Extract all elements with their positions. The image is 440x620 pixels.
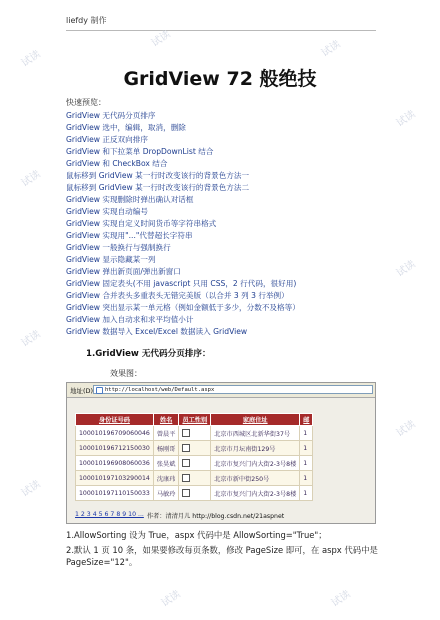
section-heading: 1.GridView 无代码分页排序：	[86, 349, 211, 359]
cell-id: 100010197103290014	[76, 471, 154, 486]
browser-screenshot	[66, 382, 376, 524]
grid-header-name[interactable]: 姓名	[153, 414, 179, 426]
watermark: 试读	[394, 258, 418, 280]
cell-postcode: 1	[300, 441, 313, 456]
cell-name: 曾晨平	[153, 426, 179, 441]
cell-address: 北京市复兴门内大街2-3号8楼	[211, 456, 300, 471]
cell-postcode: 1	[300, 486, 313, 501]
cell-name: 沈康玮	[153, 471, 179, 486]
grid-pager[interactable]: 1 2 3 4 5 6 7 8 9 10 ...	[75, 511, 144, 518]
grid-table	[75, 413, 313, 501]
watermark: 试读	[159, 588, 183, 610]
cell-gender	[179, 456, 211, 471]
watermark: 试读	[149, 28, 173, 50]
cell-address: 北京市月坛南街129号	[211, 441, 300, 456]
header-rule	[66, 30, 376, 31]
watermark: 试读	[394, 108, 418, 130]
grid-header-postcode[interactable]: 邮	[300, 414, 313, 426]
gender-checkbox[interactable]	[182, 459, 190, 467]
cell-address: 北京市复兴门内大街2-3号8楼	[211, 486, 300, 501]
toc-item[interactable]: 鼠标移到 GridView 某一行时改变该行的背景色方法二	[66, 183, 250, 192]
cell-id: 100010197110150033	[76, 486, 154, 501]
note-sorting: 1.AllowSorting 设为 True，aspx 代码中是 AllowSorting="True"；	[66, 530, 327, 540]
cell-name: 张昊斌	[153, 456, 179, 471]
cell-name: 马敏玲	[153, 486, 179, 501]
watermark: 试读	[394, 418, 418, 440]
table-row	[76, 426, 313, 441]
toc-item[interactable]: GridView 固定表头(不用 javascript 只用 CSS，2 行代码，很好用)	[66, 279, 297, 288]
watermark: 试读	[19, 168, 43, 190]
cell-gender	[179, 426, 211, 441]
toc-item[interactable]: GridView 正反双向排序	[66, 135, 148, 144]
toc-item[interactable]: GridView 实现用"..."代替超长字符串	[66, 231, 193, 240]
address-label: 地址(D)	[70, 387, 94, 395]
watermark: 试读	[319, 38, 343, 60]
cell-postcode: 1	[300, 426, 313, 441]
page-icon	[96, 387, 103, 394]
toc-item[interactable]: GridView 加入自动求和求平均值小计	[66, 315, 194, 324]
address-bar	[67, 383, 375, 398]
grid-header-row	[76, 414, 313, 426]
cell-name: 杨刚哥	[153, 441, 179, 456]
effect-label: 效果图：	[110, 369, 142, 378]
toc-item[interactable]: GridView 显示隐藏某一列	[66, 255, 156, 264]
toc-item[interactable]: GridView 选中，编辑，取消，删除	[66, 123, 186, 132]
cell-postcode: 1	[300, 456, 313, 471]
header-author: liefdy 制作	[66, 16, 107, 25]
toc-item[interactable]: GridView 实现自动编号	[66, 207, 148, 216]
preview-label: 快速预览：	[66, 98, 106, 107]
cell-gender	[179, 441, 211, 456]
toc-item[interactable]: GridView 突出显示某一单元格（例如金额低于多少，分数不及格等）	[66, 303, 300, 312]
toc-item[interactable]: GridView 一般换行与强制换行	[66, 243, 171, 252]
grid-header-address[interactable]: 家庭住址	[211, 414, 300, 426]
table-row	[76, 471, 313, 486]
toc-item[interactable]: GridView 数据导入 Excel/Excel 数据读入 GridView	[66, 327, 248, 336]
note-pagesize: 2.默认 1 页 10 条，如果要修改每页条数，修改 PageSize 即可，在 aspx 代码中是 PageSize="12"。	[66, 545, 378, 567]
cell-address: 北京市西城区北新华街37号	[211, 426, 300, 441]
table-row	[76, 441, 313, 456]
gender-checkbox[interactable]	[182, 429, 190, 437]
table-row	[76, 456, 313, 471]
address-input[interactable]	[93, 385, 373, 394]
gender-checkbox[interactable]	[182, 444, 190, 452]
cell-gender	[179, 471, 211, 486]
cell-id: 100010196712150030	[76, 441, 154, 456]
cell-id: 100010196709060046	[76, 426, 154, 441]
toc-item[interactable]: GridView 实现自定义时间货币等字符串格式	[66, 219, 217, 228]
watermark: 试读	[19, 48, 43, 70]
toc-item[interactable]: GridView 弹出新页面/弹出新窗口	[66, 267, 181, 276]
cell-postcode: 1	[300, 471, 313, 486]
toc-item[interactable]: GridView 无代码分页排序	[66, 111, 156, 120]
watermark: 试读	[19, 328, 43, 350]
toc-item[interactable]: GridView 合并表头多重表头无错完美版（以合并 3 列 3 行举例）	[66, 291, 289, 300]
grid-author-line: 作者：清清月儿 http://blog.csdn.net/21aspnet	[147, 513, 285, 520]
cell-gender	[179, 486, 211, 501]
toc-item[interactable]: GridView 实现删除时弹出确认对话框	[66, 195, 194, 204]
gender-checkbox[interactable]	[182, 489, 190, 497]
toc-item[interactable]: GridView 和 CheckBox 结合	[66, 159, 168, 168]
grid-header-id[interactable]: 身份证号码	[76, 414, 154, 426]
address-url: http://localhost/web/Default.aspx	[105, 387, 215, 393]
cell-address: 北京市新中街250号	[211, 471, 300, 486]
table-row	[76, 486, 313, 501]
watermark: 试读	[329, 588, 353, 610]
toc-item[interactable]: 鼠标移到 GridView 某一行时改变该行的背景色方法一	[66, 171, 250, 180]
gender-checkbox[interactable]	[182, 474, 190, 482]
page-title: GridView 72 般绝技	[123, 68, 317, 90]
toc-item[interactable]: GridView 和下拉菜单 DropDownList 结合	[66, 147, 214, 156]
cell-id: 100010196908060036	[76, 456, 154, 471]
grid-header-gender[interactable]: 员工性别	[179, 414, 211, 426]
toc-list	[66, 110, 300, 338]
watermark: 试读	[19, 478, 43, 500]
